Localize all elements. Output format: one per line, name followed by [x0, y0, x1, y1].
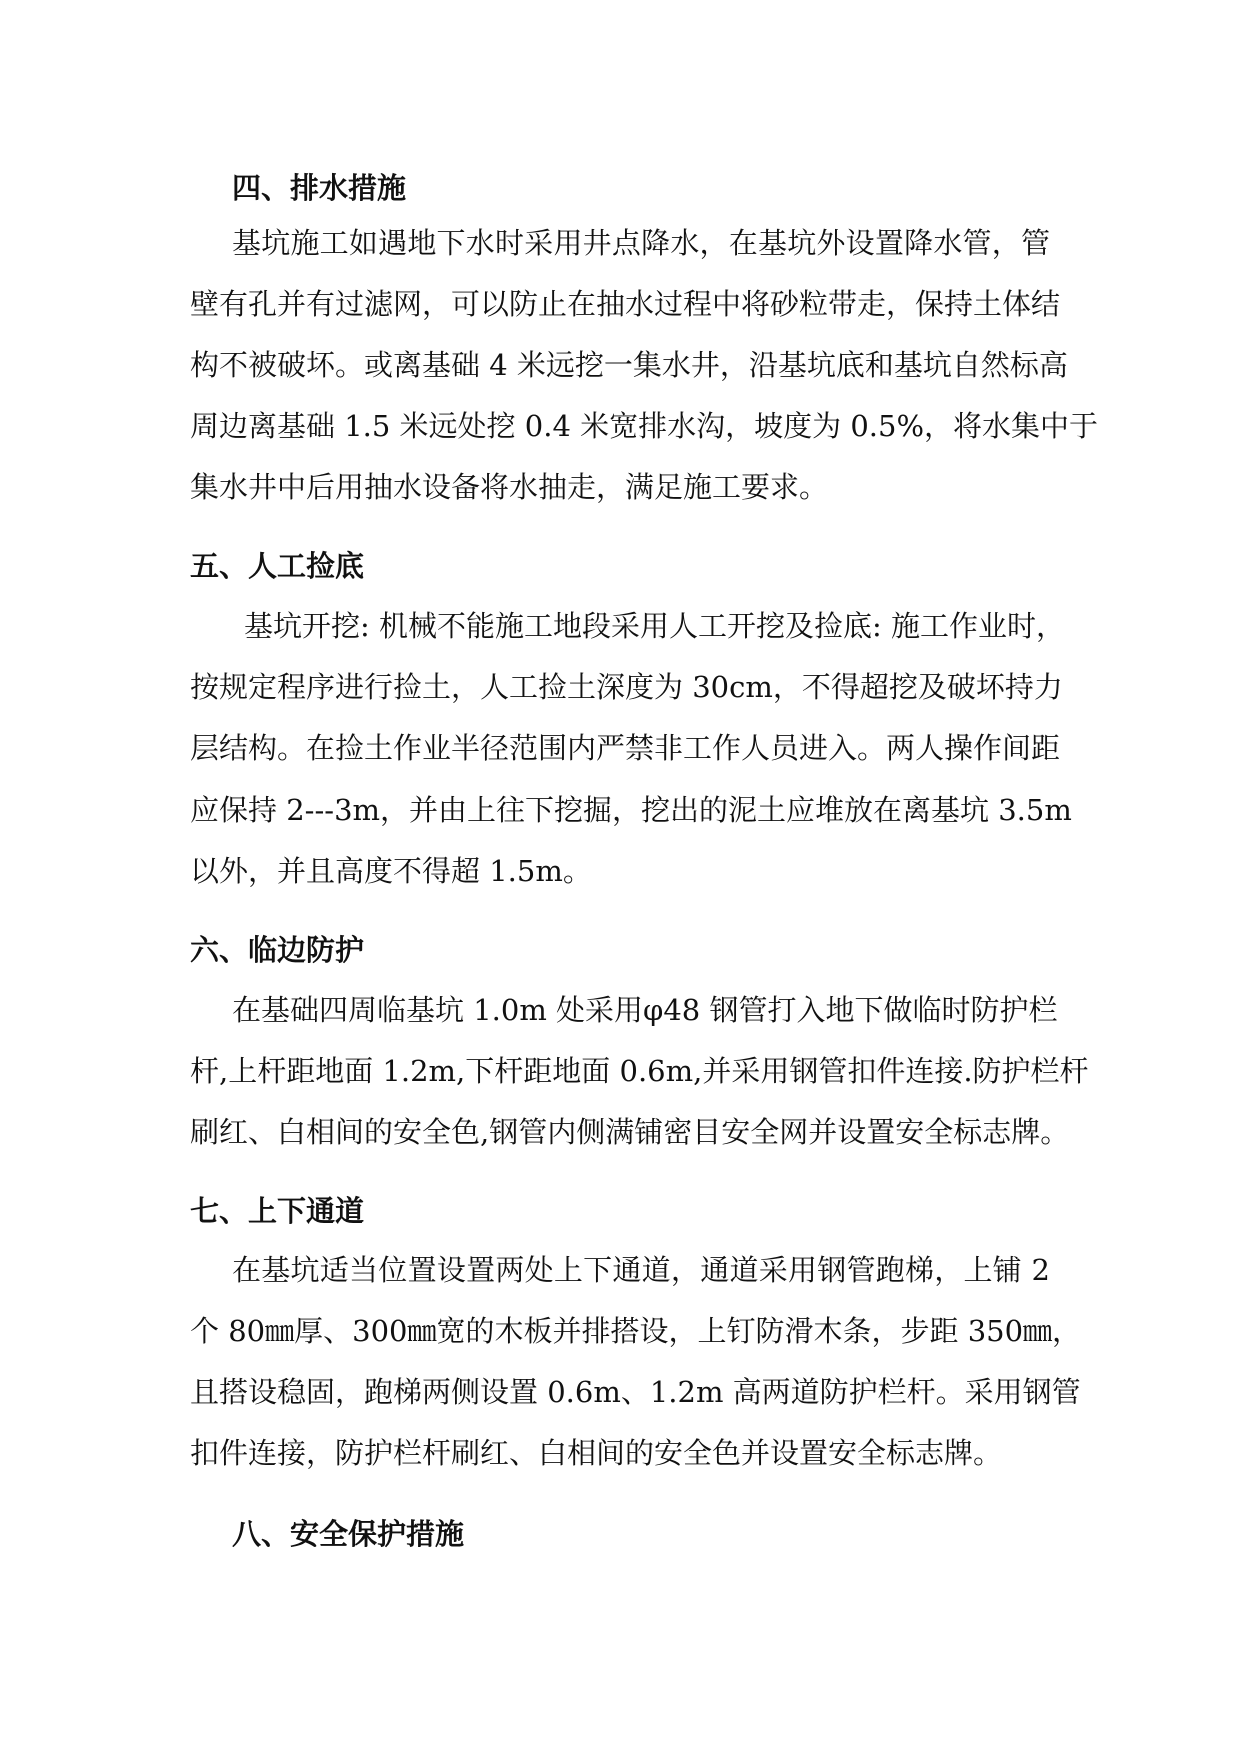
section-heading-safety-measures: 八、安全保护措施: [232, 1517, 465, 1551]
section-heading-edge-protection: 六、临边防护: [190, 933, 365, 967]
paragraph-line: 扣件连接，防护栏杆刷红、白相间的安全色并设置安全标志牌。: [190, 1436, 1003, 1470]
section-heading-manual-cleanup: 五、人工捡底: [190, 549, 365, 583]
paragraph-line: 应保持 2---3m，并由上往下挖掘，挖出的泥土应堆放在离基坑 3.5m: [190, 793, 1072, 827]
paragraph-line: 按规定程序进行捡土，人工捡土深度为 30cm，不得超挖及破坏持力: [190, 670, 1063, 704]
paragraph-line: 层结构。在捡土作业半径范围内严禁非工作人员进入。两人操作间距: [190, 731, 1061, 765]
paragraph-line: 以外，并且高度不得超 1.5m。: [190, 854, 592, 888]
section-heading-access-passage: 七、上下通道: [190, 1194, 365, 1228]
paragraph-line: 基坑开挖: 机械不能施工地段采用人工开挖及捡底: 施工作业时，: [244, 609, 1065, 643]
paragraph-line: 周边离基础 1.5 米远处挖 0.4 米宽排水沟，坡度为 0.5%，将水集中于: [190, 409, 1099, 443]
paragraph-line: 集水井中后用抽水设备将水抽走，满足施工要求。: [190, 470, 829, 504]
paragraph-line: 在基坑适当位置设置两处上下通道，通道采用钢管跑梯，上铺 2: [232, 1253, 1050, 1287]
paragraph-line: 杆,上杆距地面 1.2m,下杆距地面 0.6m,并采用钢管扣件连接.防护栏杆: [190, 1054, 1089, 1088]
paragraph-line: 刷红、白相间的安全色,钢管内侧满铺密目安全网并设置安全标志牌。: [190, 1115, 1070, 1149]
paragraph-line: 个 80㎜厚、300㎜宽的木板并排搭设，上钉防滑木条，步距 350㎜，: [190, 1314, 1082, 1348]
paragraph-line: 构不被破坏。或离基础 4 米远挖一集水井，沿基坑底和基坑自然标高: [190, 348, 1068, 382]
paragraph-line: 且搭设稳固，跑梯两侧设置 0.6m、1.2m 高两道防护栏杆。采用钢管: [190, 1375, 1081, 1409]
paragraph-line: 基坑施工如遇地下水时采用井点降水，在基坑外设置降水管，管: [232, 226, 1050, 260]
paragraph-line: 在基础四周临基坑 1.0m 处采用φ48 钢管打入地下做临时防护栏: [232, 993, 1058, 1027]
section-heading-drainage: 四、排水措施: [232, 171, 407, 205]
paragraph-line: 壁有孔并有过滤网，可以防止在抽水过程中将砂粒带走，保持土体结: [190, 287, 1061, 321]
